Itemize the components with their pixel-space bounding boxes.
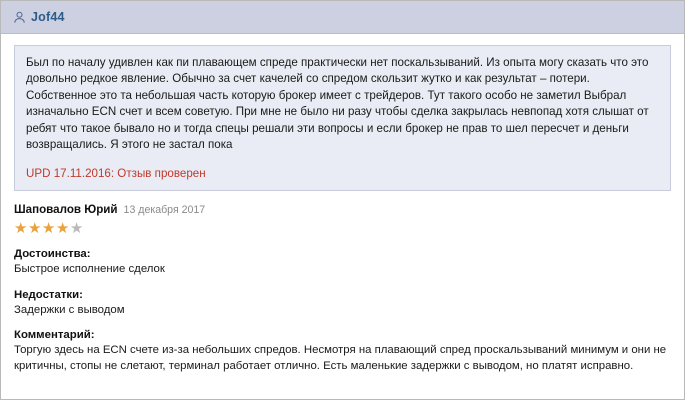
review-update-note: UPD 17.11.2016: Отзыв проверен xyxy=(26,167,206,181)
user-icon xyxy=(13,11,26,24)
username-label[interactable]: Jof44 xyxy=(31,10,65,24)
review-date: 13 декабря 2017 xyxy=(123,204,206,217)
star-icon-empty: ★ xyxy=(69,220,84,238)
review-body-text: Был по началу удивлен как пи плавающем спреде практически нет поскальзываний. Из опыта могу сказать что это довольно редкое явление. Обычно за счет качелей со спредом скользит жутко и как результат – потери. Собственное это та небольшая часть которую брокер имеет с трейдеров. Тут такого особо не заметил Выбрал изначально ECN счет и всем советую. При мне не было ни разу чтобы сделка закрылась невпопад хотя слышат от ребят что такое бывало но и тогда спецы решали эти вопросы и если брокер не прав то шел пересчет и деньги возвращались. Я этого не застал пока xyxy=(26,56,649,152)
star-icon: ★ xyxy=(55,220,70,238)
star-icon: ★ xyxy=(27,220,42,238)
author-row xyxy=(14,203,671,216)
second-review-block xyxy=(1,191,684,374)
review-card xyxy=(14,45,671,191)
author-name: Шаповалов Юрий xyxy=(14,203,118,217)
star-icon: ★ xyxy=(14,220,28,238)
pros-section xyxy=(14,248,671,278)
rating-stars xyxy=(14,220,671,237)
user-header-bar xyxy=(1,1,684,34)
star-icon: ★ xyxy=(41,220,56,238)
comment-title: Комментарий: xyxy=(14,329,95,342)
cons-section xyxy=(14,289,671,319)
comment-section xyxy=(14,329,671,374)
pros-title: Достоинства: xyxy=(14,248,91,261)
pros-text: Быстрое исполнение сделок xyxy=(14,263,165,276)
cons-title: Недостатки: xyxy=(14,288,83,301)
cons-text: Задержки с выводом xyxy=(14,303,125,316)
comment-text: Торгую здесь на ECN счете из-за небольших спредов. Несмотря на плавающий спред проскальзываний минимум и они не критичны, стопы не слетают, терминал работает отлично. Есть маленькие задержки с выводом, но платят исправно. xyxy=(14,344,667,372)
